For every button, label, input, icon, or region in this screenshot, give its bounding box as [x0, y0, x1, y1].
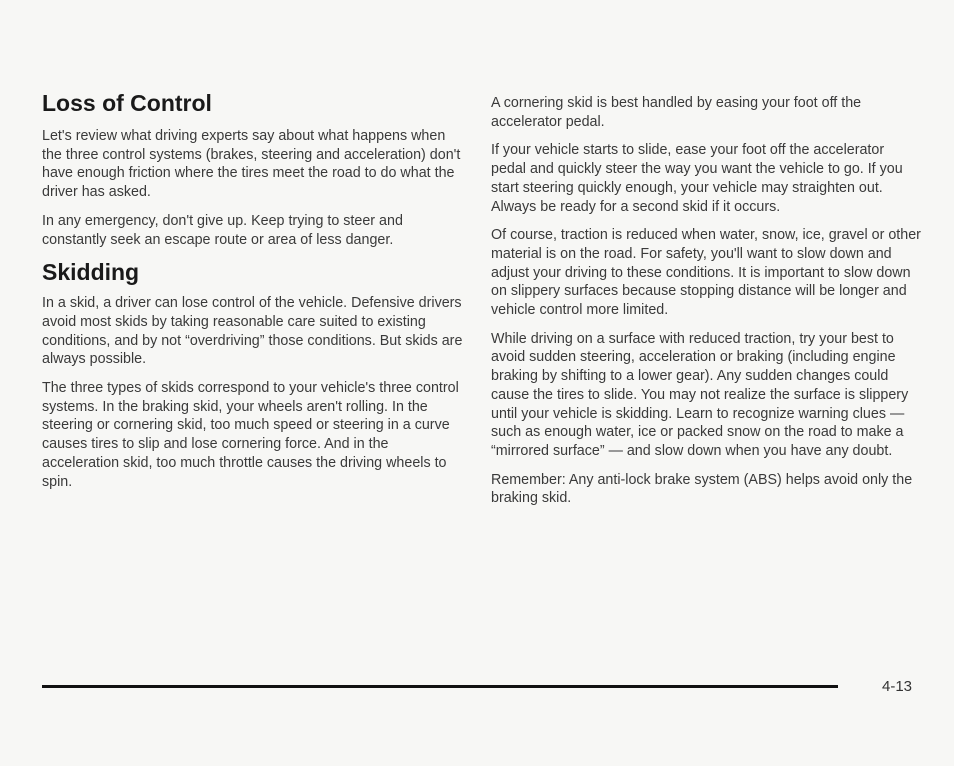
paragraph-emergency: In any emergency, don't give up. Keep trying to steer and constantly seek an escape route or area of less danger.	[42, 212, 403, 248]
paragraph-cornering-skid: A cornering skid is best handled by easing your foot off the accelerator pedal.	[491, 95, 862, 130]
right-column	[491, 94, 921, 518]
left-column	[42, 90, 467, 501]
heading-skidding: Skidding	[42, 259, 140, 286]
paragraph-reduced-traction: While driving on a surface with reduced traction, try your best to avoid sudden steering, acceleration or braking (including engine braking by shifting to a lower gear). Any sudden changes could cause the tires to slide. You may not realize the surface is slippery until your vehicle is skidding. Learn to recognize warning clues — such as enough water, ice or packed snow on the road to make a “mirrored surface” — and slow down when you have any doubt.	[491, 330, 909, 459]
paragraph-slide: If your vehicle starts to slide, ease your foot off the accelerator pedal and quickly steer the way you want the vehicle to go. If you start steering quickly enough, your vehicle may straighten out. Always be ready for a second skid if it occurs.	[491, 142, 903, 215]
page-number: 4-13	[882, 678, 913, 695]
footer-rule	[42, 685, 838, 688]
paragraph-skid-intro: In a skid, a driver can lose control of the vehicle. Defensive drivers avoid most skids by taking reasonable care suited to existing conditions, and by not “overdriving” those conditions. But skids are always possible.	[42, 295, 463, 368]
paragraph-traction: Of course, traction is reduced when water, snow, ice, gravel or other material is on the road. For safety, you'll want to slow down and adjust your driving to these conditions. It is important to slow down on slippery surfaces because stopping distance will be longer and vehicle control more limited.	[491, 227, 921, 319]
paragraph-skid-types: The three types of skids correspond to your vehicle's three control systems. In the braking skid, your wheels aren't rolling. In the steering or cornering skid, too much speed or steering in a curve causes tires to slip and lose cornering force. And in the acceleration skid, too much throttle causes the driving wheels to spin.	[42, 380, 459, 490]
paragraph-abs: Remember: Any anti-lock brake system (ABS) helps avoid only the braking skid.	[491, 471, 913, 507]
paragraph-review: Let's review what driving experts say about what happens when the three control systems (brakes, steering and acceleration) don't have enough friction where the tires meet the road to do what the driver has asked.	[42, 128, 461, 201]
heading-loss-of-control: Loss of Control	[42, 90, 212, 116]
